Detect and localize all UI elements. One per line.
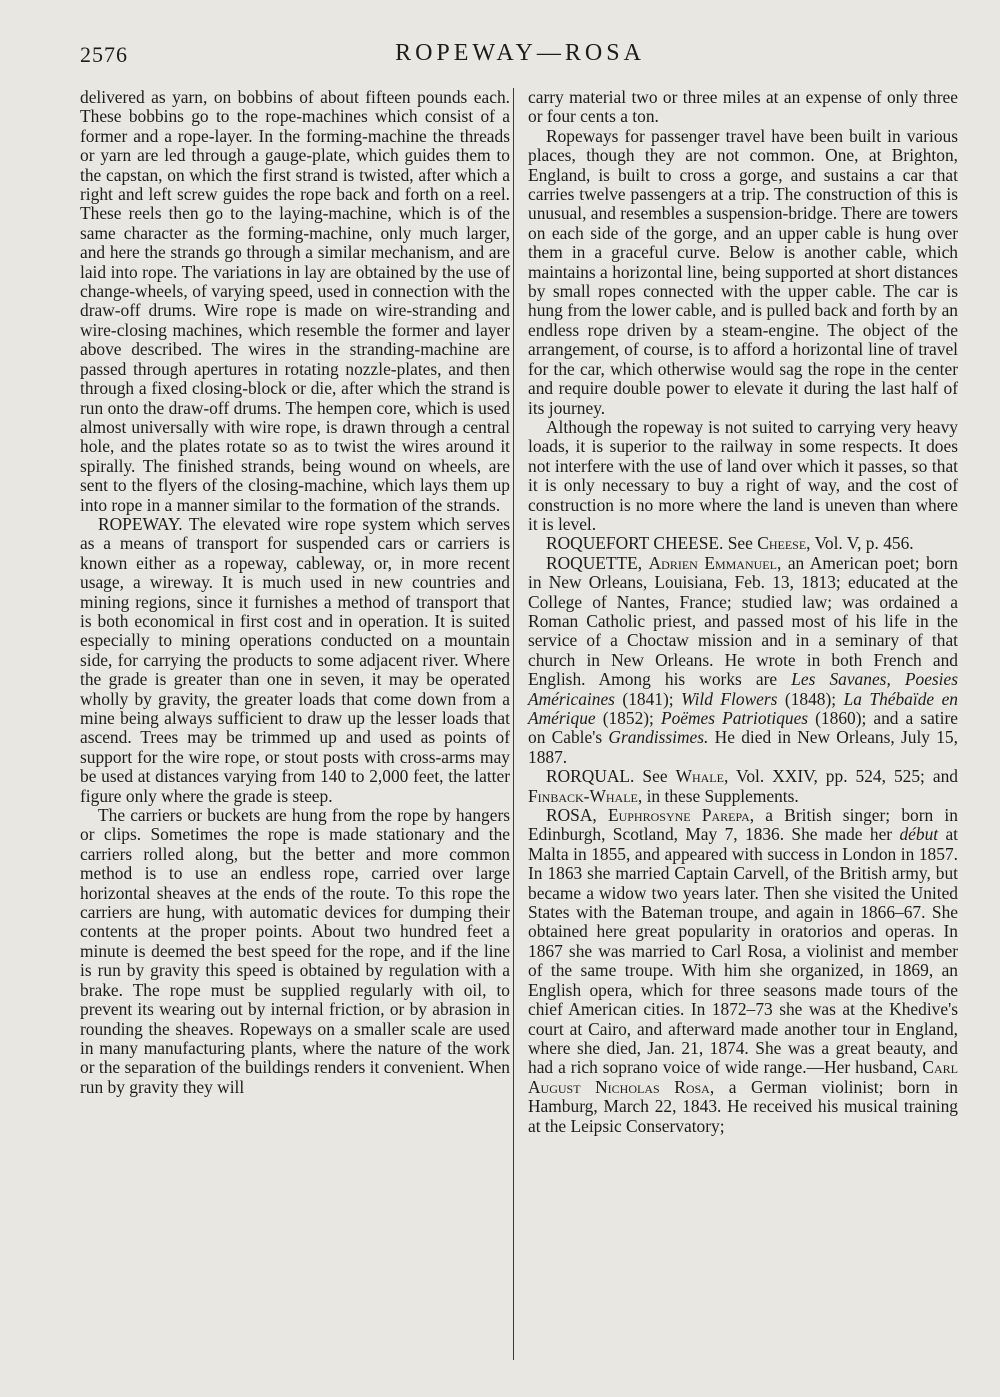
cross-reference: Cheese, [757, 533, 811, 554]
paragraph-ropeway-advantages: Although the ropeway is not suited to carrying very heavy loads, it is superior to the railway in some respects. It does not interfere with the use of land over which it passes, so that it is only necessary to buy a right of way, and the cost of construction is no more where the land is uneven than where it is level. [528, 416, 958, 534]
entry-roquefort-cheese: ROQUEFORT CHEESE. See Cheese, Vol. V, p. 456. [546, 533, 914, 554]
cross-reference: Finback-Whale, [528, 785, 643, 806]
entry-ropeway: ROPEWAY. The elevated wire rope system which serves as a means of transport for suspended cars or carriers is known either as a ropeway, cableway, or, in more recent usage, a wireway. It is much used in new countries and mining regions, since it furnishes a method of transport that is both economical in first cost and in operation. It is suited especially to mining operations conducted on a mountain side, for carrying the products to some adjacent river. Where the grade is greater than one in seven, it may be operated wholly by gravity, the greater loads that come down from a mine being always sufficient to draw up the lesser loads that ascend. Trees may be trimmed up and used as points of support for the wire rope, or stout posts with cross-arms may be used at distances varying from 140 to 2,000 feet, the latter figure only where the grade is steep. [80, 513, 510, 806]
paragraph-rope-manufacture: delivered as yarn, on bobbins of about fifteen pounds each. These bobbins go to the rope-machines which consist of a former and a rope-layer. In the forming-machine the threads or yarn are led through a gauge-plate, which guides them to the capstan, on which the first strand is twisted, after which a right and left screw guides the rope back and forth on a reel. These reels then go to the laying-machine, which is of the same character as the forming-machine, only much larger, and here the strands go through a similar mechanism, and are laid into rope. The variations in lay are obtained by the use of change-wheels, of varying speed, used in connection with the draw-off drums. Wire rope is made on wire-stranding and wire-closing machines, which resemble the former and layer above described. The wires in the stranding-machine are passed through apertures in rotating nozzle-plates, and then through a fixed closing-block or die, after which the strand is run onto the draw-off drums. The hempen core, which is used almost universally with wire rope, is drawn through a central hole, and the plates rotate so as to twist the wires around it spirally. The finished strands, being wound on wheels, are sent to the flyers of the closing-machine, which lays them up into rope in a manner similar to the formation of the strands. [80, 87, 510, 515]
running-title: ROPEWAY—ROSA [395, 40, 645, 66]
entry-roquette: ROQUETTE, Adrien Emmanuel, an American poet; born in New Orleans, Louisiana, Feb. 13, 1813; educated at the College of Nantes, France; studied law; was ordained a Roman Catholic priest, and passed most of his life in the service of a Choctaw mission and in a seminary of that church in New Orleans. He wrote in both French and English. Among his works are Les Savanes, Poesies Américaines (1841); Wild Flowers (1848); La Thébaïde en Amérique (1852); Poëmes Patriotiques (1860); and a satire on Cable's Grandissimes. He died in New Orleans, July 15, 1887. [528, 552, 959, 767]
paragraph-ropeway-carriers: The carriers or buckets are hung from the rope by hangers or clips. Sometimes the rope is made stationary and the carriers rolled along, but the better and more common method is to use an endless rope, carried over large horizontal sheaves at the ends of the route. To this rope the carriers are hung, with automatic devices for dumping their contents at the proper points. About two hundred feet a minute is deemed the best speed for the rope, and if the line is run by gravity this speed is obtained by regulation with a brake. The rope must be supplied regularly with oil, to prevent its wearing out by internal friction, or by abrasion in rounding the sheaves. Ropeways on a smaller scale are used in many manufacturing plants, where the nature of the work or the separation of the buildings renders it convenient. When run by gravity they will [80, 805, 510, 1097]
right-column [528, 88, 958, 1136]
paragraph-passenger-ropeways: Ropeways for passenger travel have been built in various places, though they are not common. One, at Brighton, England, is built to cross a gorge, and sustains a car that carries twelve passengers at a trip. The construction of this is unusual, and resembles a suspension-bridge. There are towers on each side of the gorge, and an upper cable is hung over them in a graceful curve. Below is another cable, which maintains a horizontal line, being supported at short distances by small ropes connected with the upper cable. The car is hung from the lower cable, and is pulled back and forth by an endless rope driven by a steam-engine. The object of the arrangement, of course, is to afford a horizontal line of travel for the car, which otherwise would sag the rope in the center and require double power to elevate it during the last half of its journey. [528, 125, 958, 418]
cross-reference: Whale, [675, 766, 729, 787]
paragraph-cost: carry material two or three miles at an expense of only three or four cents a ton. [528, 87, 958, 127]
entry-rosa: ROSA, Euphrosyne Parepa, a British singer; born in Edinburgh, Scotland, May 7, 1836. She made her début at Malta in 1855, and appeared with success in London in 1857. In 1863 she married Captain Carvell, of the British army, but became a widow two years later. Then she visited the United States with the Bateman troupe, and again in 1866–67. She obtained here great popularity in oratorios and operas. In 1867 she was married to Carl Rosa, a violinist and member of the same troupe. With him she organized, in 1869, an English opera, which for three seasons made tours of the chief American cities. In 1872–73 she was at the Khedive's court at Cairo, and afterward made another tour in England, where she died, Jan. 21, 1874. She was a great beauty, and had a rich soprano voice of wide range.—Her husband, Carl August Nicholas Rosa, a German violinist; born in Hamburg, March 22, 1843. He received his musical training at the Leipsic Conservatory; [528, 805, 959, 1136]
entry-heading: RORQUAL. [546, 766, 635, 787]
entry-heading: ROQUEFORT CHEESE. [546, 533, 724, 554]
page-number: 2576 [80, 42, 128, 67]
left-column [80, 88, 510, 1097]
page-header [80, 40, 960, 76]
entry-heading: ROSA, [546, 805, 597, 826]
entry-heading: ROQUETTE, [546, 552, 643, 573]
entry-rorqual: RORQUAL. See Whale, Vol. XXIV, pp. 524, 525; and Finback-Whale, in these Supplements. [528, 766, 959, 806]
column-divider [513, 88, 514, 1360]
